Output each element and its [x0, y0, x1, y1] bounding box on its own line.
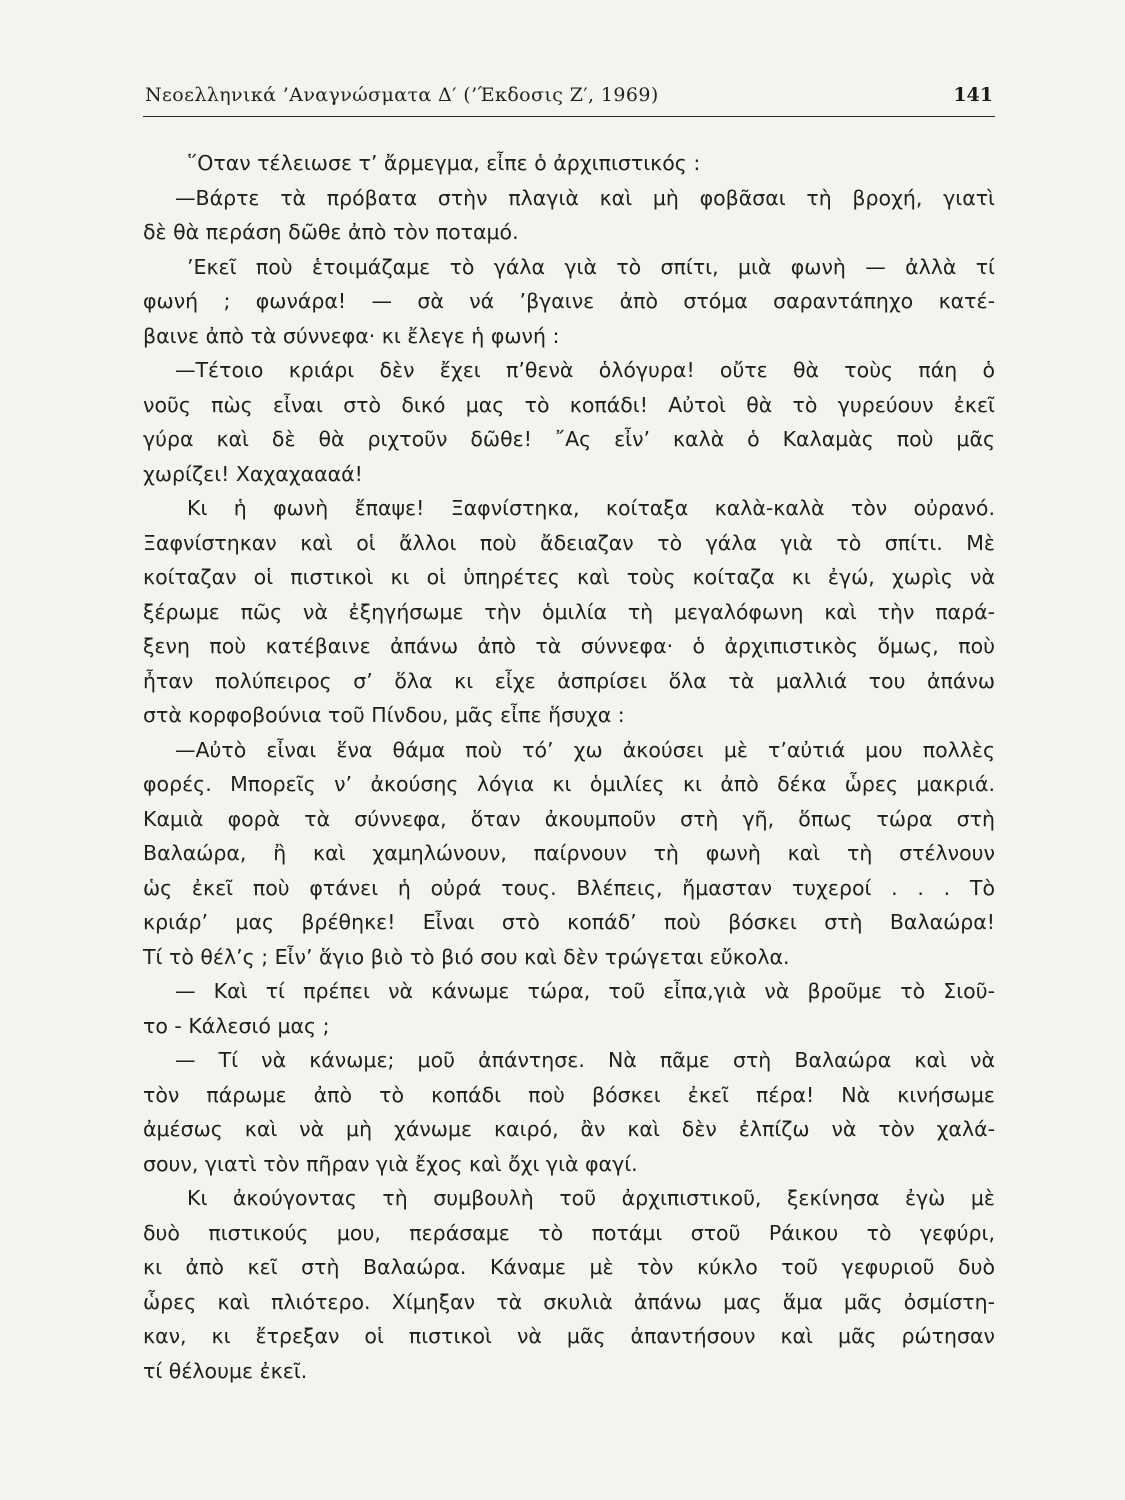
text-line: γύρα καὶ δὲ θὰ ριχτοῦν δῶθε! ῎Ας εἶν’ καλὰ ὁ Καλαμὰς ποὺ μᾶς	[143, 427, 995, 451]
text-line: ἀμέσως καὶ νὰ μὴ χάνωμε καιρό, ἂν καὶ δὲν ἐλπίζω νὰ τὸν χαλά-	[143, 1117, 995, 1141]
page-number: 141	[953, 84, 993, 106]
text-line: Καμιὰ φορὰ τὰ σύννεφα, ὅταν ἀκουμποῦν στὴ γῆ, ὅπως τώρα στὴ	[143, 806, 995, 831]
text-line: —Τέτοιο κριάρι δὲν ἔχει π’θενὰ ὁλόγυρα! οὔτε θὰ τοὺς πάη ὁ	[175, 358, 995, 382]
text-line: Βαλαώρα, ἢ καὶ χαμηλώνουν, παίρνουν τὴ φωνὴ καὶ τὴ στέλνουν	[143, 841, 995, 865]
text-line: κοίταζαν οἱ πιστικοὶ κι οἱ ὑπηρέτες καὶ τοὺς κοίταζα κι ἐγώ, χωρὶς νὰ	[143, 565, 995, 589]
text-line: ὡς ἐκεῖ ποὺ φτάνει ἡ οὐρά τους. Βλέπεις, ἤμασταν τυχεροί . . . Τὸ	[143, 875, 995, 900]
text-line: — Καὶ τί πρέπει νὰ κάνωμε τώρα, τοῦ εἶπα,γιὰ νὰ βροῦμε τὸ Σιοῦ-	[175, 979, 995, 1003]
text-line: Κι ἡ φωνὴ ἔπαψε! Ξαφνίστηκα, κοίταξα καλὰ-καλὰ τὸν οὐρανό.	[187, 496, 995, 520]
text-line: στὰ κορφοβούνια τοῦ Πίνδου, μᾶς εἶπε ἥσυχα :	[143, 703, 625, 727]
text-line: —Βάρτε τὰ πρόβατα στὴν πλαγιὰ καὶ μὴ φοβᾶσαι τὴ βροχή, γιατὶ	[175, 185, 995, 210]
text-line: τί θέλουμε ἐκεῖ.	[143, 1358, 308, 1383]
text-line: ῞Οταν τέλειωσε τ’ ἄρμεγμα, εἶπε ὁ ἀρχιπιστικός :	[187, 151, 701, 175]
text-line: ’Εκεῖ ποὺ ἑτοιμάζαμε τὸ γάλα γιὰ τὸ σπίτι, μιὰ φωνὴ — ἀλλὰ τί	[187, 254, 995, 279]
header-title: Νεοελληνικά ’Αναγνώσματα Δ′ (’Έκδοσις Ζ′, 1969)	[145, 84, 659, 106]
text-line: κι ἀπὸ κεῖ στὴ Βαλαώρα. Κάναμε μὲ τὸν κύκλο τοῦ γεφυριοῦ δυὸ	[143, 1255, 995, 1279]
text-line: καν, κι ἔτρεξαν οἱ πιστικοὶ νὰ μᾶς ἀπαντήσουν καὶ μᾶς ρώτησαν	[143, 1324, 995, 1348]
text-line: φωνή ; φωνάρα! — σὰ νά ’βγαινε ἀπὸ στόμα σαραντάπηχο κατέ-	[143, 289, 995, 313]
text-line: χωρίζει! Χαχαχαααά!	[143, 461, 363, 486]
text-line: Κι ἀκούγοντας τὴ συμβουλὴ τοῦ ἀρχιπιστικοῦ, ξεκίνησα ἐγὼ μὲ	[187, 1186, 995, 1210]
text-line: σουν, γιατὶ τὸν πῆραν γιὰ ἔχος καὶ ὄχι γιὰ φαγί.	[143, 1151, 638, 1176]
text-line: βαινε ἀπὸ τὰ σύννεφα· κι ἔλεγε ἡ φωνή :	[143, 323, 560, 348]
text-line: Τί τὸ θέλ’ς ; Εἶν’ ἅγιο βιὸ τὸ βιό σου καὶ δὲν τρώγεται εὔκολα.	[143, 944, 790, 969]
text-line: το - Κάλεσιό μας ;	[143, 1013, 330, 1038]
text-line: φορές. Μπορεῖς ν’ ἀκούσης λόγια κι ὁμιλίες κι ἀπὸ δέκα ὧρες μακριά.	[143, 772, 995, 796]
text-line: ὧρες καὶ πλιότερο. Χίμηξαν τὰ σκυλιὰ ἀπάνω μας ἅμα μᾶς ὀσμίστη-	[143, 1289, 995, 1314]
text-line: Ξαφνίστηκαν καὶ οἱ ἄλλοι ποὺ ἄδειαζαν τὸ γάλα γιὰ τὸ σπίτι. Μὲ	[143, 530, 995, 555]
text-line: δυὸ πιστικούς μου, περάσαμε τὸ ποτάμι στοῦ Ράικου τὸ γεφύρι,	[143, 1220, 995, 1245]
text-line: — Τί νὰ κάνωμε; μοῦ ἀπάντησε. Νὰ πᾶμε στὴ Βαλαώρα καὶ νὰ	[175, 1048, 995, 1072]
text-line: νοῦς πὼς εἶναι στὸ δικό μας τὸ κοπάδι! Αὐτοὶ θὰ τὸ γυρεύουν ἐκεῖ	[143, 392, 995, 417]
text-line: τὸν πάρωμε ἀπὸ τὸ κοπάδι ποὺ βόσκει ἐκεῖ πέρα! Νὰ κινήσωμε	[143, 1082, 995, 1107]
text-line: ἦταν πολύπειρος σ’ ὅλα κι εἶχε ἀσπρίσει ὅλα τὰ μαλλιά του ἀπάνω	[143, 668, 995, 693]
text-line: δὲ θὰ περάση δῶθε ἀπὸ τὸν ποταμό.	[143, 220, 519, 244]
text-line: κριάρ’ μας βρέθηκε! Εἶναι στὸ κοπάδ’ ποὺ βόσκει στὴ Βαλαώρα!	[143, 910, 995, 934]
text-line: ξέρωμε πῶς νὰ ἐξηγήσωμε τὴν ὁμιλία τὴ μεγαλόφωνη καὶ τὴν παρά-	[143, 599, 995, 624]
text-line: ξενη ποὺ κατέβαινε ἀπάνω ἀπὸ τὰ σύννεφα· ὁ ἀρχιπιστικὸς ὅμως, ποὺ	[143, 634, 995, 658]
running-header	[143, 82, 995, 117]
text-line: —Αὐτὸ εἶναι ἕνα θάμα ποὺ τό’ χω ἀκούσει μὲ τ’αὐτιά μου πολλὲς	[175, 737, 995, 762]
